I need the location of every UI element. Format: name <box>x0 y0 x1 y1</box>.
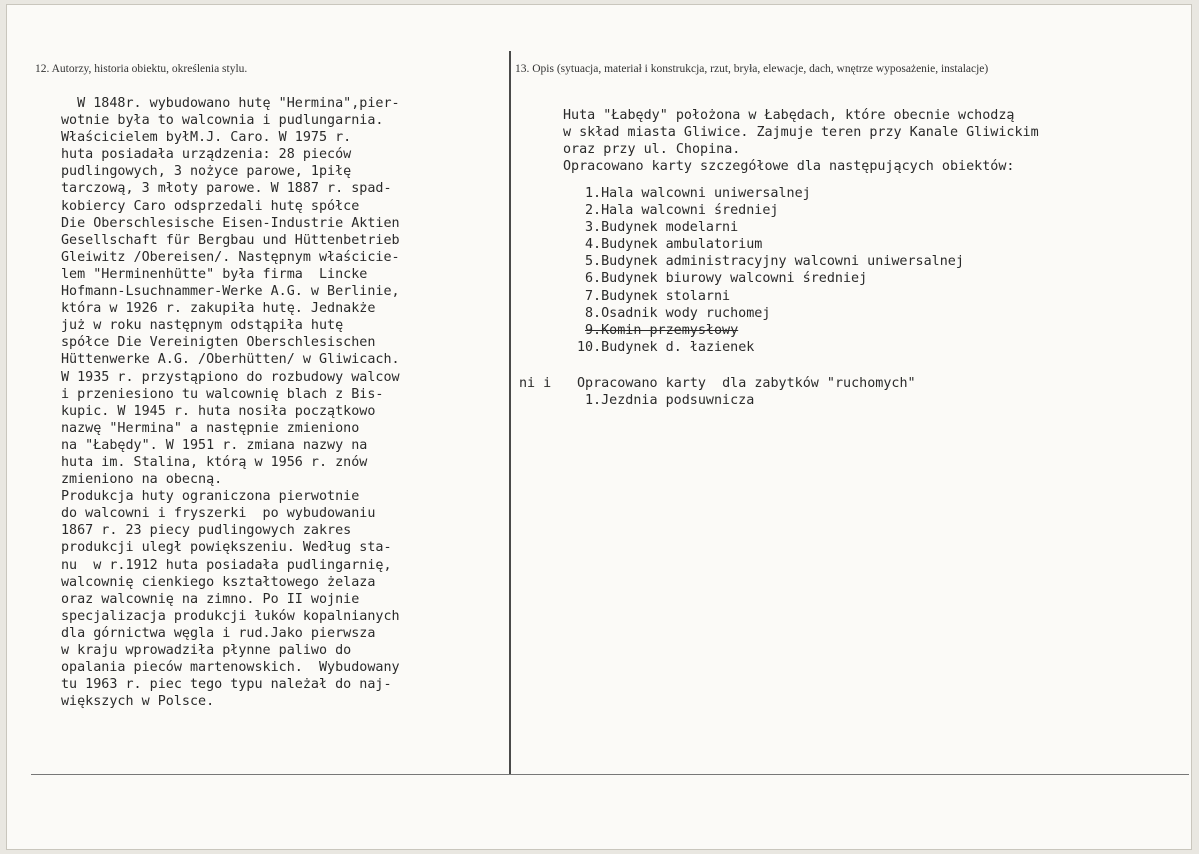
description-line: Opracowano karty szczegółowe dla następujących obiektów: <box>563 159 1015 175</box>
history-line: kobiercy Caro odsprzedali hutę spółce <box>61 198 360 214</box>
margin-fragment: ni i <box>519 376 552 391</box>
history-line: do walcowni i fryszerki po wybudowaniu <box>61 506 376 522</box>
history-line: kupic. W 1945 r. huta nosiła początkowo <box>61 403 376 419</box>
history-line: wotnie była to walcownia i pudlungarnia. <box>61 113 384 129</box>
section-12-header: 12. Autorzy, historia obiektu, określenia stylu. <box>35 63 248 75</box>
history-line: W 1848r. wybudowano hutę "Hermina",pier- <box>61 96 400 111</box>
history-line: tarczową, 3 młoty parowe. W 1887 r. spad- <box>61 181 392 197</box>
history-line: walcownię cienkiego kształtowego żelaza <box>61 574 376 590</box>
history-line: tu 1963 r. piec tego typu należał do naj- <box>61 677 392 693</box>
history-line: spółce Die Vereinigten Oberschlesischen <box>61 335 376 351</box>
object-list <box>577 185 964 356</box>
object-list-item: 9.Komin przemysłowy <box>585 322 739 338</box>
history-line: dla górnictwa węgla i rud.Jako pierwsza <box>61 625 376 641</box>
column-divider <box>509 51 511 775</box>
object-list-item: 7.Budynek stolarni <box>585 288 731 304</box>
history-line: opalania pieców martenowskich. Wybudowany <box>61 660 400 676</box>
history-line: i przeniesiono tu walcownię blach z Bis- <box>61 386 384 402</box>
description-line: w skład miasta Gliwice. Zajmuje teren przy Kanale Gliwickim <box>563 125 1039 141</box>
history-line: Die Oberschlesische Eisen-Industrie Aktien <box>61 215 400 231</box>
history-lines <box>61 95 507 710</box>
history-line: Gesellschaft für Bergbau und Hüttenbetrieb <box>61 232 400 248</box>
history-line: specjalizacja produkcji łuków kopalnianych <box>61 608 400 624</box>
history-line: Hofmann-Lsuchnammer-Werke A.G. w Berlinie, <box>61 284 400 300</box>
history-line: 1867 r. 23 piecy pudlingowych zakres <box>61 523 352 539</box>
object-list-item: 3.Budynek modelarni <box>585 220 739 236</box>
history-line: huta im. Stalina, którą w 1956 r. znów <box>61 454 368 470</box>
history-line: oraz walcownię na zimno. Po II wojnie <box>61 591 360 607</box>
history-line: lem "Herminenhütte" była firma Lincke <box>61 266 368 282</box>
movable-list <box>585 392 754 409</box>
history-line: produkcji uległ powiększeniu. Według sta- <box>61 540 392 556</box>
document-page <box>6 4 1192 850</box>
history-line: Hüttenwerke A.G. /Oberhütten/ w Gliwicach. <box>61 352 400 368</box>
movable-title: Opracowano karty dla zabytków "ruchomych" <box>577 376 916 391</box>
history-text <box>61 95 507 710</box>
object-list-item: 6.Budynek biurowy walcowni średniej <box>585 271 868 287</box>
history-line: większych w Polsce. <box>61 694 215 710</box>
history-line: na "Łabędy". W 1951 r. zmiana nazwy na <box>61 437 368 453</box>
description-line: oraz przy ul. Chopina. <box>563 142 741 158</box>
object-list-item: 8.Osadnik wody ruchomej <box>585 305 771 321</box>
history-line: w kraju wprowadziła płynne paliwo do <box>61 643 352 658</box>
history-line: która w 1926 r. zakupiła hutę. Jednakże <box>61 301 376 317</box>
history-line: pudlingowych, 3 nożyce parowe, 1piłę <box>61 164 352 180</box>
description-text <box>563 107 1183 175</box>
object-list-item: 2.Hala walcowni średniej <box>585 203 779 219</box>
footer-divider <box>31 774 1189 775</box>
object-list-item: 4.Budynek ambulatorium <box>585 237 763 253</box>
object-list-item: 1.Hala walcowni uniwersalnej <box>585 186 811 201</box>
history-line: nu w r.1912 huta posiadała pudlingarnię, <box>61 557 392 573</box>
section-13-header: 13. Opis (sytuacja, materiał i konstrukcja, rzut, bryła, elewacje, dach, wnętrze wyposażenie, instalacje) <box>515 63 989 75</box>
description-line: Huta "Łabędy" położona w Łabędach, które obecnie wchodzą <box>563 108 1015 123</box>
object-list-item: 5.Budynek administracyjny walcowni uniwersalnej <box>585 254 964 270</box>
history-line: Gleiwitz /Obereisen/. Następnym właścicie- <box>61 249 400 265</box>
history-line: Właścicielem byłM.J. Caro. W 1975 r. <box>61 130 352 146</box>
history-line: W 1935 r. przystąpiono do rozbudowy walcow <box>61 369 400 385</box>
history-line: huta posiadała urządzenia: 28 pieców <box>61 147 352 163</box>
history-line: już w roku następnym odstąpiła hutę <box>61 318 344 334</box>
description-lines <box>563 107 1183 175</box>
history-line: zmieniono na obecną. <box>61 472 223 488</box>
movable-list-item: 1.Jezdnia podsuwnicza <box>585 393 755 408</box>
history-line: nazwę "Hermina" a następnie zmieniono <box>61 420 360 436</box>
object-list-item: 10.Budynek d. łazienek <box>577 339 755 355</box>
history-line: Produkcja huty ograniczona pierwotnie <box>61 489 360 505</box>
